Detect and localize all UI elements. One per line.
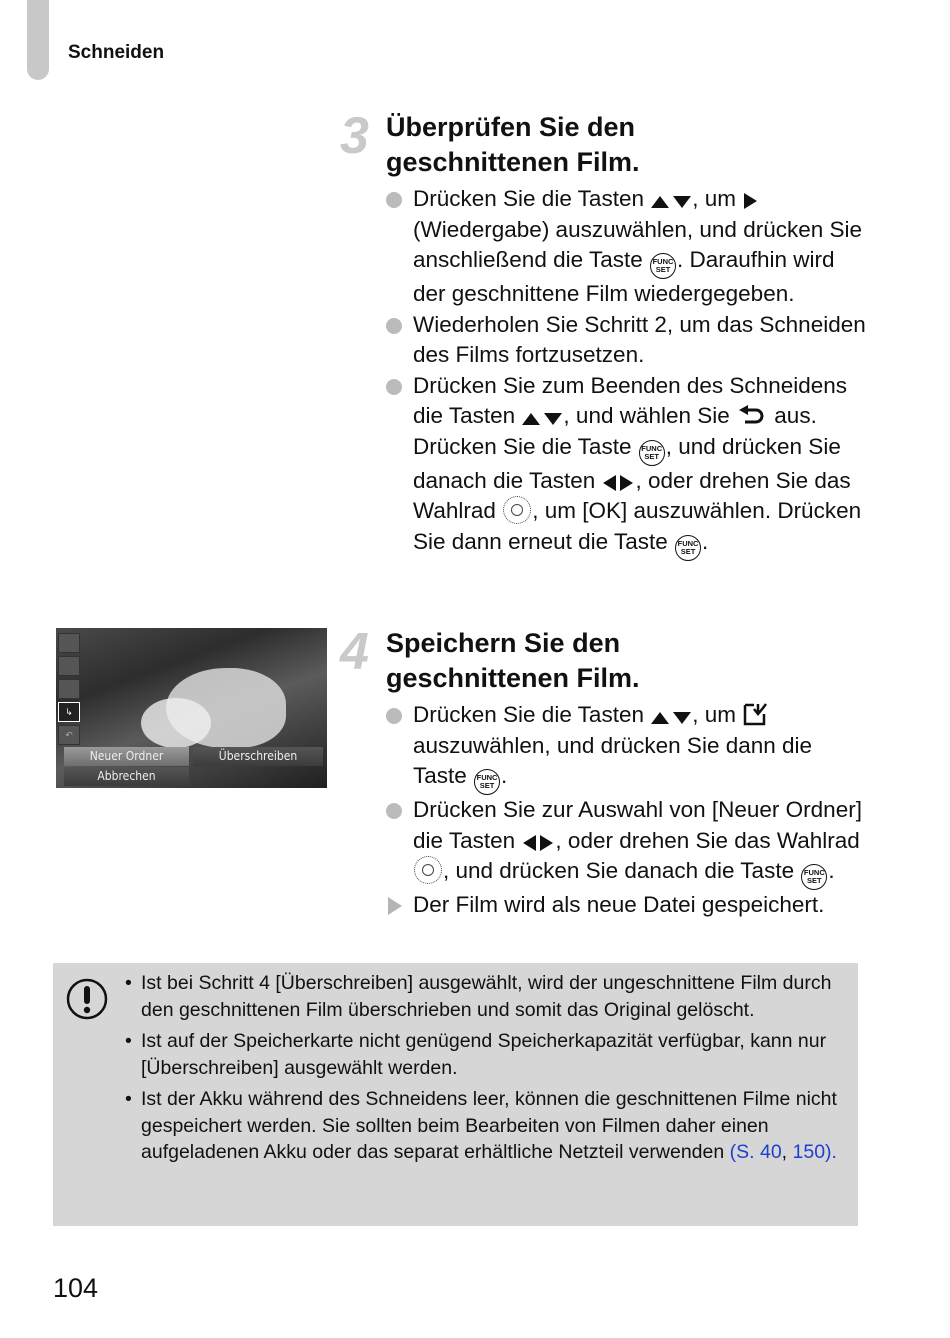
screen-menu-icon [58, 656, 80, 676]
camera-screen-image [56, 628, 327, 788]
list-item: Drücken Sie zur Auswahl von [Neuer Ordner] die Tasten , oder drehen Sie das Wahlrad , und drücken Sie danach die Taste FUNC SET . [386, 795, 870, 890]
step-title: Überprüfen Sie den geschnittenen Film. [386, 112, 640, 177]
func-set-button-icon: FUNC SET [650, 253, 676, 279]
step-4-list [386, 700, 870, 921]
left-right-arrows-icon [601, 474, 635, 492]
control-dial-icon [414, 856, 442, 884]
step-4 [340, 623, 870, 921]
save-new-file-icon [742, 702, 772, 726]
section-title: Schneiden [68, 42, 165, 63]
list-item: Drücken Sie die Tasten , um auszuwählen, und drücken Sie dann die Taste FUNC SET . [386, 700, 870, 795]
list-item: Wiederholen Sie Schritt 2, um das Schneiden des Films fortzusetzen. [386, 310, 870, 371]
play-icon [742, 192, 758, 210]
bullet-icon [386, 379, 402, 395]
func-set-button-icon: FUNC SET [639, 440, 665, 466]
list-item: Drücken Sie die Tasten , um (Wiedergabe) auszuwählen, und drücken Sie anschließend die Taste FUNC SET . Daraufhin wird der geschnittene Film wiedergegeben. [386, 184, 870, 310]
page-ref-link[interactable]: (S. 40 [729, 1141, 782, 1163]
func-set-button-icon: FUNC SET [801, 864, 827, 890]
screen-option-new-folder: Neuer Ordner [64, 747, 189, 766]
screen-return-icon: ↶ [58, 725, 80, 745]
bullet-icon [386, 318, 402, 334]
step-3-list [386, 184, 870, 561]
step-number: 4 [340, 623, 369, 681]
caution-box [53, 963, 858, 1226]
return-icon [736, 405, 768, 427]
caution-item: • Ist bei Schritt 4 [Überschreiben] ausgewählt, wird der ungeschnittene Film durch den geschnittenen Film überschrieben und somit das Original gelöscht. [125, 970, 845, 1023]
page-number: 104 [53, 1273, 99, 1303]
section-tab-marker [27, 0, 49, 80]
list-item: Drücken Sie zum Beenden des Schneidens die Tasten , und wählen Sie aus. Drücken Sie die Taste FUNC SET , und drücken Sie danach die Tasten , oder drehen Sie das Wahlrad , um [OK] auszuwählen. Drücken Sie dann erneut die Taste FUNC SET . [386, 371, 870, 561]
result-arrow-icon [388, 897, 402, 915]
caution-icon [65, 977, 109, 1021]
func-set-button-icon: FUNC SET [474, 769, 500, 795]
bullet-icon [386, 803, 402, 819]
up-down-arrows-icon [521, 411, 563, 427]
list-item: Der Film wird als neue Datei gespeichert. [386, 890, 870, 921]
screen-icon-column [58, 630, 82, 748]
screen-menu-icon [58, 679, 80, 699]
step-title: Speichern Sie den geschnittenen Film. [386, 628, 640, 693]
left-right-arrows-icon [521, 834, 555, 852]
up-down-arrows-icon [650, 710, 692, 726]
screen-option-cancel: Abbrechen [64, 767, 189, 786]
caution-item: • Ist auf der Speicherkarte nicht genügend Speicherkapazität verfügbar, kann nur [Überschreiben] ausgewählt werden. [125, 1028, 845, 1081]
caution-list [125, 970, 845, 1171]
screen-save-icon: ↳ [58, 702, 80, 722]
bullet-icon [386, 708, 402, 724]
step-3 [340, 107, 870, 561]
screen-save-menu [56, 746, 327, 788]
step-number: 3 [340, 107, 369, 165]
control-dial-icon [503, 496, 531, 524]
bullet-icon [386, 192, 402, 208]
up-down-arrows-icon [650, 194, 692, 210]
caution-item: • Ist der Akku während des Schneidens leer, können die geschnittenen Filme nicht gespeichert werden. Sie sollten beim Bearbeiten von Filmen daher einen aufgeladenen Akku oder das separat erhältliche Netzteil verwenden (S. 40, 150). [125, 1086, 845, 1166]
screen-menu-icon [58, 633, 80, 653]
screen-option-overwrite: Überschreiben [193, 747, 323, 766]
func-set-button-icon: FUNC SET [675, 535, 701, 561]
page-ref-link[interactable]: 150) [792, 1141, 832, 1163]
